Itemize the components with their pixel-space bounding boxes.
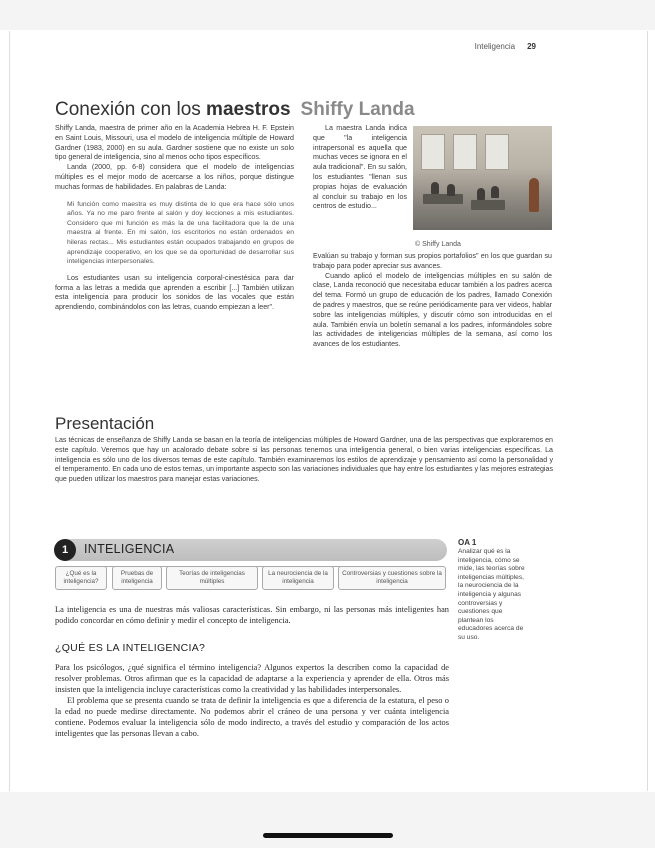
what-is-body [55,662,449,739]
section-number: 1 [54,539,76,561]
feature-left-column [55,124,294,313]
feature-paragraph: Cuando aplicó el modelo de inteligencias múltiples en su salón de clase, Landa reconoció que necesitaba educar también a los padres acerca del tema. Formó un grupo de educación de los padres, llamado Conexión de padres y maestros, que se reúne periódicamente para ver videos, hablar sobre las inteligencias múltiples, y discutir cómo son introducidas en el aula. También envía un boletín semanal a los padres, informándoles sobre las actividades de inteligencias múltiples de la semana, así como los avances de los estudiantes. [313,271,552,349]
what-is-heading: ¿QUÉ ES LA INTELIGENCIA? [55,642,206,654]
what-is-paragraph: El problema que se presenta cuando se trata de definir la inteligencia es que a diferencia de la estatura, el peso o la edad no puede medirse directamente. No podemos abrir el cráneo de una persona y ver cuánta inteligencia contiene. Podemos evaluar la inteligencia sólo de modo indirecto, a través del estudio y comparación de los actos inteligentes que las personas llevan a cabo. [55,696,449,738]
running-head [0,42,536,51]
section-tab[interactable]: Pruebas de inteligencia [112,566,162,590]
feature-paragraph: La maestra Landa indica que "la inteligencia intrapersonal es aquella que muchas veces se ignora en el aula tradicional". En su salón, los estudiantes "llenan sus propias hojas de evaluación al concluir su trabajo en los centros de estudio... [313,124,407,211]
section-tab[interactable]: Controversias y cuestiones sobre la inteligencia [338,566,446,590]
intro-wrap [55,604,449,626]
section-tab[interactable]: ¿Qué es la inteligencia? [55,566,107,590]
classroom-photo [413,126,552,230]
page-number: 29 [527,42,536,51]
section-tab[interactable]: La neurociencia de la inteligencia [262,566,334,590]
home-indicator[interactable] [263,833,393,838]
section-tab[interactable]: Teorías de inteligencias múltiples [166,566,258,590]
feature-quote: Mi función como maestra es muy distinta de lo que era hace sólo unos años. Ya no me paro frente al salón y doy lecciones a mis estudiantes. Considero que mi función es más la de una facilitadora que la de una maestra al frente. En mi salón, los escritorios no están ordenados en hileras rectas... Mis estudiantes están ocupados trabajando en grupos de aprendizaje cooperativo, en los que se da oportunidad de desarrollar sus inteligencias interpersonales. [67,200,294,266]
feature-right-column-bottom [313,252,552,350]
what-is-paragraph: Para los psicólogos, ¿qué significa el término inteligencia? Algunos expertos la describen como la capacidad de resolver problemas. Otros afirman que es la capacidad de adaptarse a la experiencia y aprender de ella. Otros más insisten que la inteligencia incluye características como la creatividad y las habilidades interpersonales. [55,663,449,694]
viewer-top-bar [0,0,655,30]
feature-title-bold: maestros [206,99,291,120]
feature-paragraph: Evalúan su trabajo y forman sus propios portafolios" en los que guardan su trabajo para poder apreciar sus avances. [313,252,552,270]
intro-paragraph: La inteligencia es una de nuestras más valiosas características. Sin embargo, ni las personas más inteligentes han podido concordar en cómo definir y medir el concepto de inteligencia. [55,605,449,625]
section-title: INTELIGENCIA [84,542,175,556]
photo-credit: © Shiffy Landa [415,241,461,248]
learning-goal-text: Analizar qué es la inteligencia, cómo se mide, las teorías sobre inteligencias múltiples, la neurociencia de la inteligencia y algunas controversias y cuestiones que plantean los educadores acerca de su uso. [458,548,525,641]
feature-paragraph: Shiffy Landa, maestra de primer año en la Academia Hebrea H. F. Epstein en Saint Louis, Missouri, usa el modelo de inteligencia múltiple de Howard Gardner (1983, 2000) en su aula. Gardner sostiene que no existe un solo tipo general de inteligencia, sino al menos ocho tipos específicos. [55,124,294,162]
feature-title-name: Shiffy Landa [300,99,415,120]
feature-title [55,99,415,121]
presentation-body: Las técnicas de enseñanza de Shiffy Landa se basan en la teoría de inteligencias múltiples de Howard Gardner, una de las perspectivas que exploraremos en este capítulo. Veremos que hay un acalorado debate sobre si las personas tenemos una inteligencia general, o bien varias inteligencias específicas. La inteligencia es sólo uno de los diversos temas de este capítulo. También examinaremos los estilos de aprendizaje y pensamiento así como la personalidad y el temperamento. En cada uno de estos temas, un importante aspecto son las variaciones individuales que hay entre los estudiantes y las mejores estrategias que pueden utilizar los maestros para manejar estas variaciones. [55,436,553,484]
presentation-heading: Presentación [55,414,155,433]
presentation-body-wrap [55,436,553,485]
learning-goal-code: OA 1 [458,538,477,547]
viewer-bottom-bar [0,792,655,848]
feature-right-column-top [313,124,407,212]
feature-paragraph: Los estudiantes usan su inteligencia corporal-cinestésica para dar forma a las letras a medida que aprenden a escribir [...] También utilizan esta inteligencia para producir los sonidos de las vocales que están aprendiendo, combinándolos con las letras, cuando empiezan a leer". [55,273,294,312]
feature-paragraph: Landa (2000, pp. 6-8) considera que el modelo de inteligencias múltiples es el mejor modo de acercarse a los niños, porque distingue muchas formas de habilidades. En palabras de Landa: [55,163,294,191]
feature-title-prefix: Conexión con los [55,99,207,120]
running-head-title: Inteligencia [474,42,516,51]
